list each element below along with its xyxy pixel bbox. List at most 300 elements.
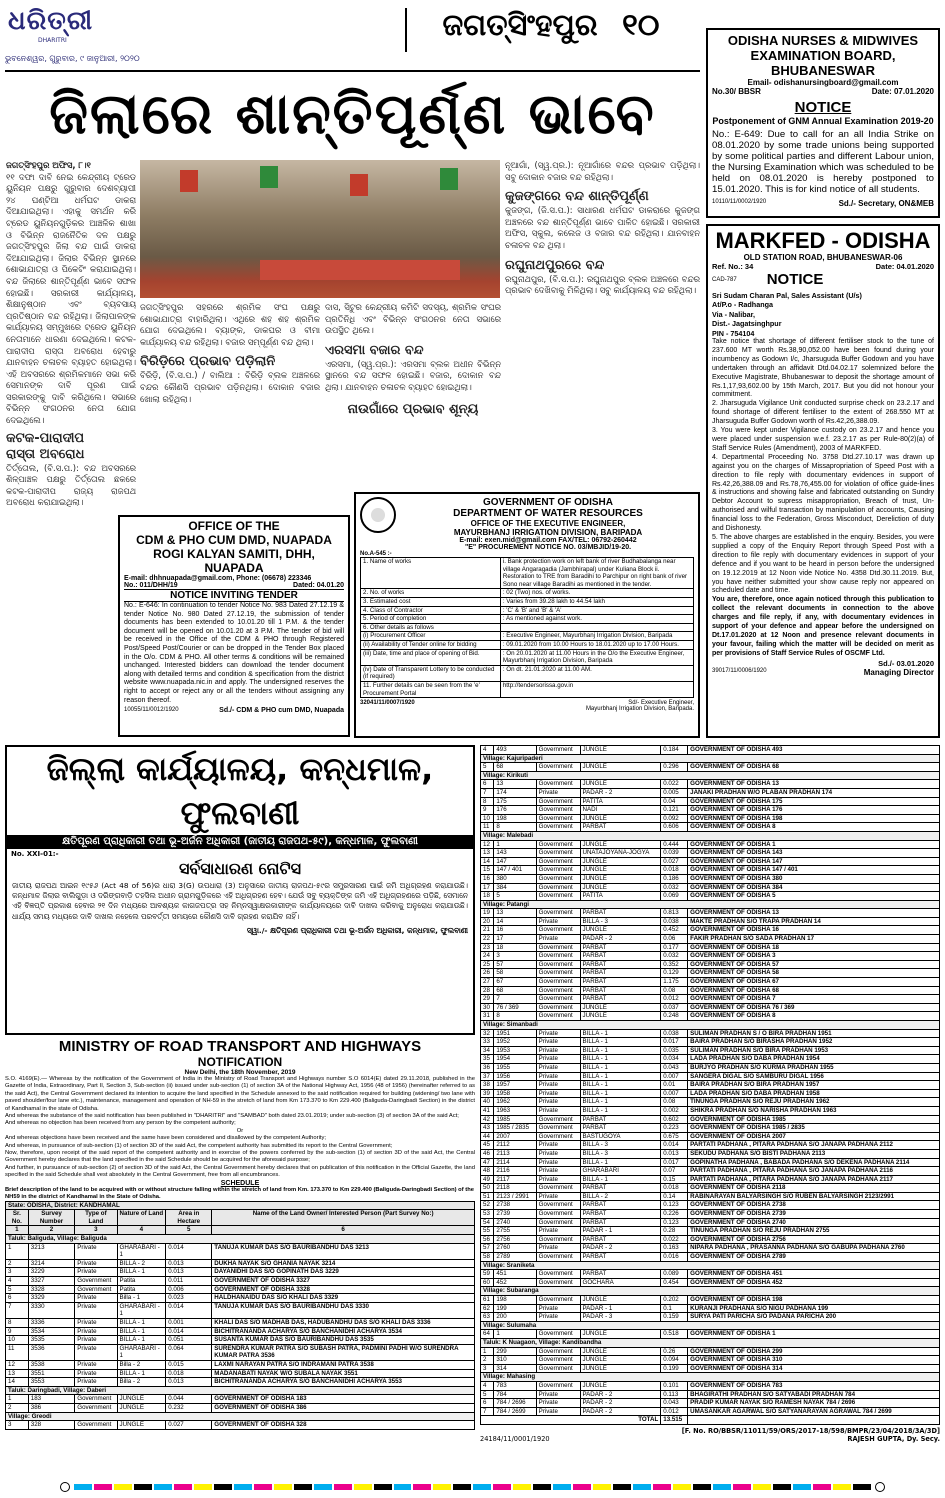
schedule-row bbox=[481, 1029, 940, 1038]
schedule-cell: BAIRA PRADHAN S/O BIRA PRADHAN 1957 bbox=[688, 1081, 940, 1090]
schedule-cell: GOVERNMENT OF ODISHA 493 bbox=[688, 746, 940, 755]
schedule-row bbox=[6, 1378, 475, 1387]
schedule-row bbox=[481, 780, 940, 789]
color-swatch bbox=[94, 1484, 112, 1490]
schedule-cell: UMASANKAR AGARWAL S/O SATYANARAYAN AGRAWAL 784 / 2699 bbox=[688, 1407, 940, 1416]
schedule-row bbox=[481, 969, 940, 978]
registration-mark-icon bbox=[875, 1482, 885, 1492]
water-ref: 32041/11/0007/1920 bbox=[360, 700, 415, 707]
schedule-cell: 0.232 bbox=[166, 1403, 212, 1412]
water-row-value: : Executive Engineer, Mayurbhanj Irrigation Division, Baripada bbox=[500, 632, 693, 641]
schedule-cell: 53 bbox=[481, 1210, 494, 1219]
schedule-cell: 0.444 bbox=[661, 840, 688, 849]
schedule-cell: 0.001 bbox=[166, 1319, 212, 1328]
water-row-value: : 'C' & 'B' and 'B' & 'A' bbox=[500, 606, 693, 615]
schedule-cell: GOVERNMENT OF ODISHA 2007 bbox=[688, 1132, 940, 1141]
morth-body bbox=[5, 1076, 475, 1180]
schedule-group-label: Village: Sulumaha bbox=[481, 1321, 940, 1330]
schedule-cell: 0.014 bbox=[166, 1327, 212, 1336]
schedule-row bbox=[481, 1141, 940, 1150]
color-swatch bbox=[214, 1484, 232, 1490]
schedule-cell: 13 bbox=[481, 849, 494, 858]
schedule-cell: 47 bbox=[481, 1158, 494, 1167]
schedule-cell: 0.013 bbox=[166, 1259, 212, 1268]
schedule-cell: 3551 bbox=[28, 1369, 74, 1378]
cdm-ref-row bbox=[124, 582, 344, 589]
color-swatch bbox=[733, 1484, 751, 1490]
schedule-cell: 0.007 bbox=[661, 1072, 688, 1081]
schedule-cell: GOVERNMENT OF ODISHA 18 bbox=[688, 943, 940, 952]
schedule-cell: BILLA - 3 bbox=[580, 1149, 661, 1158]
schedule-cell: 6 bbox=[481, 1399, 494, 1408]
schedule-cell: GOVERNMENT OF ODISHA 1 bbox=[688, 840, 940, 849]
color-swatch bbox=[773, 1484, 791, 1490]
schedule-cell: Government bbox=[536, 1235, 580, 1244]
markfed-title: MARKFED - ODISHA bbox=[715, 228, 931, 253]
schedule-cell: Private bbox=[75, 1369, 117, 1378]
schedule-group-label: Village: Subaranga bbox=[481, 1287, 940, 1296]
morth-date: New Delhi, the 18th November, 2019 bbox=[184, 1069, 296, 1076]
schedule-cell: JUNGLE bbox=[580, 1364, 661, 1373]
schedule-cell: SULIMAN PRADHAN S/O BIRA PRADHAN 1953 bbox=[688, 1046, 940, 1055]
schedule-cell: GOVERNMENT OF ODISHA 386 bbox=[212, 1403, 475, 1412]
schedule-cell: Government bbox=[536, 1184, 580, 1193]
schedule-cell: 1.175 bbox=[661, 978, 688, 987]
schedule-cell: 2 bbox=[6, 1403, 29, 1412]
schedule-cell: GOVERNMENT OF ODISHA 380 bbox=[688, 874, 940, 883]
schedule-row bbox=[481, 1012, 940, 1021]
schedule-cell: 384 bbox=[494, 883, 536, 892]
schedule-cell: 0.602 bbox=[661, 1115, 688, 1124]
schedule-cell: BILLA - 1 bbox=[580, 1175, 661, 1184]
schedule-cell: 176 bbox=[494, 806, 536, 815]
schedule-cell: PADAR - 2 bbox=[580, 1390, 661, 1399]
cdm-footer bbox=[124, 707, 344, 714]
schedule-cell: Government bbox=[536, 1124, 580, 1133]
schedule-cell: Private bbox=[75, 1294, 117, 1303]
water-row-value: : 02 (Two) nos. of works. bbox=[500, 589, 693, 598]
schedule-cell: Patita bbox=[117, 1285, 166, 1294]
schedule-cell: Government bbox=[536, 969, 580, 978]
schedule-cell: Private bbox=[536, 935, 580, 944]
schedule-cell: 784 / 2696 bbox=[494, 1399, 536, 1408]
color-swatch bbox=[154, 1484, 172, 1490]
bandh-rally-photo bbox=[140, 160, 500, 298]
nurses-title2: EXAMINATION BOARD, BHUBANESWAR bbox=[750, 48, 896, 78]
schedule-cell: 310 bbox=[494, 1356, 536, 1365]
schedule-cell: GOVERNMENT OF ODISHA 13 bbox=[688, 780, 940, 789]
nurses-title1: ODISHA NURSES & MIDWIVES bbox=[727, 33, 919, 48]
schedule-cell: BILLA - 1 bbox=[580, 1046, 661, 1055]
markfed-notice-row bbox=[712, 271, 934, 288]
schedule-cell: SANGERA DIGAL S/O SAMBURU DIGAL 1956 bbox=[688, 1072, 940, 1081]
red-flag-icon bbox=[350, 174, 368, 196]
water-row-value: : On dt. 21.01.2020 at 11.00 AM. bbox=[500, 665, 693, 681]
schedule-cell: GOVERNMENT OF ODISHA 183 bbox=[212, 1395, 475, 1404]
cdm-title1: OFFICE OF THE bbox=[188, 519, 280, 533]
schedule-cell: 198 bbox=[494, 1296, 536, 1305]
markfed-notice-title: NOTICE bbox=[766, 271, 824, 288]
schedule-cell: Private bbox=[536, 1029, 580, 1038]
schedule-cell: 62 bbox=[481, 1304, 494, 1313]
schedule-row bbox=[481, 892, 940, 901]
water-row-value bbox=[500, 623, 693, 632]
schedule-cell: PARBAT bbox=[580, 1235, 661, 1244]
schedule-cell: 2760 bbox=[494, 1244, 536, 1253]
schedule-cell: DUKHA NAYAK S/O GHANIA NAYAK 3214 bbox=[212, 1259, 475, 1268]
schedule-cell: 7 bbox=[481, 1407, 494, 1416]
markfed-sd: Sd./- 03.01.2020 bbox=[878, 658, 934, 668]
schedule-row bbox=[481, 1296, 940, 1305]
kujang-text: କୁଜଙ୍ଗ, (ଜି.ସ.ପ.): ସାଧାରଣ ଧର୍ମଘଟ ଡାକରାରେ କୁଜଙ୍ଗ ଅଞ୍ଚଳରେ ବନ୍ଦ ଶାନ୍ତିପୂର୍ଣ୍ଣ ଭାବେ ପାଳିତ ହୋଇଛି। ସରକାରୀ ଅଫିସ, ସ୍କୁଲ, କଲେଜ ଓ ବଜାର ବନ୍ଦ ରହିଥିଲା। ଯାନବାହନ ଚଳାଚଳ ବନ୍ଦ ଥିଲା। bbox=[505, 205, 700, 250]
schedule-cell: JUNGLE bbox=[117, 1421, 166, 1430]
schedule-cell: Private bbox=[536, 1192, 580, 1201]
schedule-cell: PRADIP KUMAR NAYAK S/O RAMESH NAYAK 784 / 2696 bbox=[688, 1399, 940, 1408]
schedule-cell: Government bbox=[536, 1356, 580, 1365]
lead-col1-text: ୧୧ ଦଫା ଦାବି ନେଇ କେନ୍ଦ୍ରୀୟ ଟ୍ରେଡ ୟୁନିୟନ ପକ୍ଷରୁ ଗୁରୁବାର ଦେଶବ୍ୟାପୀ ୨୪ ଘଣ୍ଟିଆ ଧର୍ମଘଟ ଡାକରା ଦିଆଯାଇଥିଲା। ଏହାକୁ ସମର୍ଥନ କରି ଟ୍ରେଡ ୟୁନିୟନଗୁଡ଼ିକର ଆଞ୍ଚଳିକ ଶାଖା ଓ ବିଭିନ୍ନ ରାଜନୈତିକ ଦଳ ପକ୍ଷରୁ ଜଗତ୍‌ସିଂହପୁର ଜିଲା ବନ୍ଦ ପାଇଁ ଡାକରା ଦିଆଯାଇଥିଲା। ଜିଲାର ବିଭିନ୍ନ ସ୍ଥାନରେ ଶୋଭାଯାତ୍ରା ଓ ପିକେଟିଂ କରାଯାଇଥିଲା। ବନ୍ଦ ଜିଲାରେ ଶାନ୍ତିପୂର୍ଣ୍ଣ ଭାବେ ସଫଳ ହୋଇଛି। ସରକାରୀ କାର୍ଯ୍ୟାଳୟ, ଶିକ୍ଷାନୁଷ୍ଠାନ ଏବଂ ବ୍ୟବସାୟ ପ୍ରତିଷ୍ଠାନ ବନ୍ଦ ରହିଥିଲା। ଜିଲାପାଳଙ୍କ କାର୍ଯ୍ୟାଳୟ ସମ୍ମୁଖରେ ଟ୍ରେଡ ୟୁନିୟନ ନେତାମାନେ ଧାରଣା ଦେଇଥିଲେ। କଟକ-ପାରାଦୀପ ରାସ୍ତା ଅବରୋଧ ହେବାରୁ ଯାନବାହନ ଚଳାଚଳ ବ୍ୟାହତ ହୋଇଥିଲା। ଏହି ଅବସରରେ ଶ୍ରମିକମାନେ ସଭା କରି ସେମାନଙ୍କ ଦାବି ପୂରଣ ପାଇଁ ସରକାରଙ୍କୁ ଦାବି କରିଥିଲେ। ସଭାରେ ବିଭିନ୍ନ ସଂଗଠନର ନେତା ଯୋଗ ଦେଇଥିଲେ। bbox=[6, 171, 136, 426]
cdm-no: No.: 011/DHH/19 bbox=[124, 582, 178, 589]
schedule-cell: UNATAJOYANA-JOGYA bbox=[580, 849, 661, 858]
markfed-body1: Take notice that shortage of different fertiliser stock to the tune of 237.600 MT worth Rs.38,90,052.00 have been found during your incumbency as Godown I/c, Jharsuguda Buffer Godown and you have undertaken through an affidavit Dtd.04.02.17 solemnized before the Executive Magistrate, Bhubaneswar to deposit the shortage amount of Rs.1,17,93,602.00 by 15th March, 2017. But you did not honour your commitment. bbox=[712, 338, 934, 399]
schedule-cell: BILLA - 2 bbox=[580, 1192, 661, 1201]
schedule-group-row bbox=[6, 1386, 475, 1395]
schedule-cell: JUNGLE bbox=[580, 1356, 661, 1365]
schedule-cell: GOVERNMENT OF ODISHA 2740 bbox=[688, 1218, 940, 1227]
schedule-row bbox=[481, 788, 940, 797]
schedule-cell: 38 bbox=[481, 1081, 494, 1090]
schedule-cell: BILLA - 1 bbox=[580, 1029, 661, 1038]
color-swatch bbox=[194, 1484, 212, 1490]
schedule-cell: 35 bbox=[481, 1055, 494, 1064]
water-table-row bbox=[361, 597, 694, 606]
schedule-cell: Private bbox=[75, 1327, 117, 1336]
schedule-cell: 0.15 bbox=[661, 1175, 688, 1184]
schedule-cell: Private bbox=[536, 1158, 580, 1167]
water-row-key: 4. Class of Contractor bbox=[361, 606, 501, 615]
schedule-cell: 1956 bbox=[494, 1072, 536, 1081]
schedule-group-label: Village: Simanbadi bbox=[481, 1021, 940, 1030]
schedule-cell: 0.113 bbox=[661, 1390, 688, 1399]
schedule-cell: 3213 bbox=[28, 1243, 74, 1259]
schedule-cell: GOVERNMENT OF ODISHA 67 bbox=[688, 978, 940, 987]
schedule-cell: 0.1 bbox=[661, 1304, 688, 1313]
kandhamal-sub: କ୍ଷତିପୂରଣ ପ୍ରାଧିକାରୀ ତଥା ଭୂ-ଅର୍ଜନ ଅଧିକାରୀ (ଜାତୀୟ ରାଜପଥ-୫୯), କନ୍ଧମାଳ, ଫୁଲବାଣୀ bbox=[7, 835, 473, 849]
schedule-cell: Private bbox=[536, 1313, 580, 1322]
schedule-cell: 23 bbox=[481, 943, 494, 952]
schedule-cell: 0.813 bbox=[661, 909, 688, 918]
schedule-cell: 3327 bbox=[28, 1277, 74, 1286]
schedule-cell: 50 bbox=[481, 1184, 494, 1193]
schedule-cell: GHARABARI bbox=[580, 1167, 661, 1176]
schedule-cell: 9 bbox=[481, 806, 494, 815]
schedule-cell: 3535 bbox=[28, 1336, 74, 1345]
schedule-cell: KURANJI PRADHANA S/O NIGU PADHANA 199 bbox=[688, 1304, 940, 1313]
schedule-cell: Private bbox=[536, 1141, 580, 1150]
schedule-row bbox=[6, 1403, 475, 1412]
schedule-cell: Private bbox=[536, 1098, 580, 1107]
schedule-cell: 0.186 bbox=[661, 874, 688, 883]
water-sign: Sd/- Executive Engineer, bbox=[628, 700, 694, 707]
schedule-cell: 0.027 bbox=[166, 1421, 212, 1430]
schedule-cell: GOVERNMENT OF ODISHA 176 bbox=[688, 806, 940, 815]
schedule-cell: 17 bbox=[481, 883, 494, 892]
schedule-group-row bbox=[481, 1261, 940, 1270]
schedule-cell: 5 bbox=[494, 892, 536, 901]
schedule-group-label: Taluk: K Nuagaon, Village: Kandibandha bbox=[481, 1338, 940, 1347]
schedule-cell: 3 bbox=[494, 952, 536, 961]
schedule-row bbox=[481, 763, 940, 772]
schedule-row bbox=[481, 1192, 940, 1201]
markfed-pin: PIN - 754104 bbox=[712, 328, 755, 338]
schedule-cell: 51 bbox=[481, 1192, 494, 1201]
schedule-cell: BILLA - 1 bbox=[580, 1106, 661, 1115]
water-row-key: 3. Estimated cost bbox=[361, 597, 501, 606]
schedule-cell: Government bbox=[536, 806, 580, 815]
schedule-group-row bbox=[6, 1235, 475, 1244]
schedule-cell: 2 bbox=[481, 1356, 494, 1365]
schedule-cell: 299 bbox=[494, 1347, 536, 1356]
dharitri-logo bbox=[8, 6, 103, 54]
schedule-cell: Private bbox=[536, 1072, 580, 1081]
schedule-row bbox=[6, 1327, 475, 1336]
schedule-group-row bbox=[481, 1321, 940, 1330]
schedule-cell: GOVERNMENT OF ODISHA 452 bbox=[688, 1278, 940, 1287]
nurses-board-ad bbox=[706, 28, 940, 218]
schedule-cell: 18 bbox=[494, 943, 536, 952]
schedule-row bbox=[481, 1055, 940, 1064]
schedule-cell: 40 bbox=[481, 1098, 494, 1107]
schedule-cell: 46 bbox=[481, 1149, 494, 1158]
schedule-cell: DAYANIDHI DAS S/O GOPINATH DAS 3229 bbox=[212, 1268, 475, 1277]
schedule-cell: BICHITRANANDA ACHARYA S/O BANCHANIDHI ACHARYA 3534 bbox=[212, 1327, 475, 1336]
schedule-cell: 0.038 bbox=[661, 1029, 688, 1038]
schedule-cell: 2118 bbox=[494, 1184, 536, 1193]
schedule-cell: 0.014 bbox=[661, 1141, 688, 1150]
water-row-key: 1. Name of works bbox=[361, 558, 501, 589]
schedule-cell: 0.069 bbox=[661, 892, 688, 901]
schedule-cell: JUNGLE bbox=[117, 1403, 166, 1412]
color-swatch bbox=[693, 1484, 711, 1490]
schedule-cell: Government bbox=[536, 1296, 580, 1305]
schedule-group-row bbox=[481, 1287, 940, 1296]
logo-sub: DHARITRI bbox=[38, 37, 67, 44]
schedule-cell: BILLA - 3 bbox=[580, 1141, 661, 1150]
schedule-cell: PARTATI PADHANA , PITARA PADHANA S/O JANAPA PADHANA 2117 bbox=[688, 1175, 940, 1184]
schedule-cell: 76 / 369 bbox=[494, 1003, 536, 1012]
schedule-cell: TINUNGA PRADHAN S/O REJU PRADHAN 1962 bbox=[688, 1098, 940, 1107]
color-swatch bbox=[254, 1484, 272, 1490]
schedule-row bbox=[6, 1277, 475, 1286]
markfed-ad bbox=[706, 224, 940, 738]
schedule-cell: Government bbox=[536, 1364, 580, 1373]
schedule-cell: Government bbox=[536, 926, 580, 935]
schedule-cell: HALDHANAIDU DAS S/O KHALI DAS 3329 bbox=[212, 1294, 475, 1303]
lead-col3-text: ଦାସ, ସିଟୁର କେନ୍ଦ୍ରୀୟ କମିଟି ସଦସ୍ୟ, ଶ୍ରମିକ ସଂଘର ପ୍ରତିନିଧି ଏବଂ ବିଭିନ୍ନ ସଂଗଠନର ନେତା ସଭାରେ ଉପସ୍ଥିତ ଥିଲେ। bbox=[325, 302, 501, 336]
schedule-cell: 451 bbox=[494, 1270, 536, 1279]
schedule-cell: 0.012 bbox=[661, 1407, 688, 1416]
schedule-cell: PARTATI PADHANA , PITARA PADHANA S/O JANAPA PADHANA 2112 bbox=[688, 1141, 940, 1150]
schedule-row bbox=[481, 1407, 940, 1416]
schedule-row bbox=[481, 1304, 940, 1313]
schedule-cell: 1963 bbox=[494, 1106, 536, 1115]
schedule-table-left bbox=[5, 1201, 475, 1430]
schedule-cell: Government bbox=[536, 986, 580, 995]
schedule-cell: 8 bbox=[494, 823, 536, 832]
schedule-cell: PARBAT bbox=[580, 1218, 661, 1227]
schedule-cell: 0.129 bbox=[661, 969, 688, 978]
schedule-cell: BILLA - 1 bbox=[580, 1089, 661, 1098]
schedule-cell: 0.051 bbox=[166, 1336, 212, 1345]
schedule-cell: 8 bbox=[494, 1012, 536, 1021]
schedule-cell: 2756 bbox=[494, 1235, 536, 1244]
schedule-cell: 3229 bbox=[28, 1268, 74, 1277]
schedule-cell: GOVERNMENT OF ODISHA 2739 bbox=[688, 1210, 940, 1219]
schedule-cell: 60 bbox=[481, 1278, 494, 1287]
schedule-cell: Private bbox=[75, 1259, 117, 1268]
schedule-cell: 0.163 bbox=[661, 1244, 688, 1253]
schedule-cell: 2 bbox=[6, 1259, 29, 1268]
total-label: TOTAL bbox=[481, 1416, 661, 1425]
schedule-cell: PADAR - 2 bbox=[580, 788, 661, 797]
schedule-cell: JUNGLE bbox=[580, 763, 661, 772]
schedule-row bbox=[481, 1003, 940, 1012]
schedule-row bbox=[481, 866, 940, 875]
schedule-cell: 1953 bbox=[494, 1046, 536, 1055]
schedule-cell: Private bbox=[536, 1081, 580, 1090]
schedule-cell: Private bbox=[536, 1175, 580, 1184]
schedule-cell: TANUJA KUMAR DAS S/O BAURIBANDHU DAS 3330 bbox=[212, 1302, 475, 1318]
schedule-cell: 493 bbox=[494, 746, 536, 755]
schedule-cell: 3 bbox=[481, 1364, 494, 1373]
schedule-cell: 0.012 bbox=[661, 995, 688, 1004]
schedule-row bbox=[481, 1399, 940, 1408]
schedule-cell: 3329 bbox=[28, 1294, 74, 1303]
schedule-cell: 21 bbox=[481, 926, 494, 935]
schedule-cell: 143 bbox=[494, 849, 536, 858]
schedule-cell: Government bbox=[536, 1381, 580, 1390]
schedule-cell: 0.044 bbox=[166, 1395, 212, 1404]
schedule-cell: BURJYO PRADHAN S/O KURMA PRADHAN 1955 bbox=[688, 1063, 940, 1072]
schedule-row bbox=[6, 1319, 475, 1328]
schedule-cell: GOVERNMENT OF ODISHA 783 bbox=[688, 1381, 940, 1390]
schedule-cell: PADAR - 1 bbox=[580, 1304, 661, 1313]
schedule-cell: GOVERNMENT OF ODISHA 1985 / 2835 bbox=[688, 1124, 940, 1133]
schedule-row bbox=[481, 1132, 940, 1141]
markfed-body2: 2. Jharsuguda Vigilance Unit conducted surprise check on 23.2.17 and found shortage of different fertiliser to the extent of 268.550 MT at Jharsuguda Buffer Godown worth of Rs.42,26,388.09. bbox=[712, 400, 934, 426]
schedule-group-label: Village: Malebadi bbox=[481, 831, 940, 840]
water-row-value: i. Bank protection work on left bank of river Budhabalanga near village Angaragadia (Jambhirapal) under Kuliana Block ii. Restoration to TRE from Baradihi to Parchipur on right bank of river Sono near village Baradihi as mentioned in the tender. bbox=[500, 558, 693, 589]
schedule-cell: GOVERNMENT OF ODISHA 147 bbox=[688, 857, 940, 866]
kandhamal-notice-title: ସର୍ବସାଧାରଣ ନୋଟିସ bbox=[178, 859, 302, 878]
schedule-cell: BILLA - 1 bbox=[117, 1268, 166, 1277]
cuttack-head: କଟକ-ପାରାଦୀପ bbox=[6, 430, 85, 446]
schedule-cell: PARBAT bbox=[580, 909, 661, 918]
schedule-cell: PADAR - 2 bbox=[580, 1399, 661, 1408]
schedule-cell: 0.013 bbox=[166, 1378, 212, 1387]
schedule-cell: Private bbox=[75, 1302, 117, 1318]
schedule-cell: 6 bbox=[481, 780, 494, 789]
water-header bbox=[360, 497, 694, 551]
schedule-cell: 2117 bbox=[494, 1175, 536, 1184]
schedule-row bbox=[481, 943, 940, 952]
color-swatch bbox=[613, 1484, 631, 1490]
schedule-cell: PARBAT bbox=[580, 952, 661, 961]
schedule-row bbox=[6, 1285, 475, 1294]
schedule-cell: JUNGLE bbox=[580, 746, 661, 755]
schedule-cell: GOVERNMENT OF ODISHA 76 / 369 bbox=[688, 1003, 940, 1012]
schedule-cell: Government bbox=[536, 1218, 580, 1227]
schedule-cell: 0.092 bbox=[661, 814, 688, 823]
schedule-cell: 8 bbox=[6, 1319, 29, 1328]
water-office: OFFICE OF THE EXECUTIVE ENGINEER, bbox=[470, 519, 626, 528]
schedule-cell: 0.035 bbox=[661, 1046, 688, 1055]
schedule-cell: 44 bbox=[481, 1132, 494, 1141]
schedule-cell: Government bbox=[75, 1277, 117, 1286]
schedule-row bbox=[481, 1270, 940, 1279]
schedule-cell: JUNGLE bbox=[580, 1003, 661, 1012]
color-swatch bbox=[633, 1484, 651, 1490]
schedule-row bbox=[481, 1046, 940, 1055]
schedule-cell: GOVERNMENT OF ODISHA 1 bbox=[688, 1330, 940, 1339]
schedule-table-right bbox=[480, 745, 940, 1425]
schedule-row bbox=[481, 1081, 940, 1090]
schedule-row bbox=[6, 1259, 475, 1268]
schedule-row bbox=[6, 1344, 475, 1360]
schedule-cell: 0.101 bbox=[661, 1381, 688, 1390]
schedule-cell: 61 bbox=[481, 1296, 494, 1305]
schedule-cell: BAIRA PRADHAN S/O BIRASHA PRADHAN 1952 bbox=[688, 1038, 940, 1047]
schedule-cell: 0.064 bbox=[166, 1344, 212, 1360]
schedule-cell: 783 bbox=[494, 1381, 536, 1390]
color-swatch bbox=[493, 1484, 511, 1490]
schedule-cell: 0.037 bbox=[661, 1003, 688, 1012]
schedule-cell: BHAGIRATHI PRADHAN S/O SATYABADI PRADHAN 784 bbox=[688, 1390, 940, 1399]
schedule-row bbox=[481, 909, 940, 918]
schedule-row bbox=[481, 1278, 940, 1287]
schedule-cell: 0.177 bbox=[661, 943, 688, 952]
odisha-emblem-icon bbox=[360, 497, 396, 533]
lead-col2 bbox=[140, 302, 320, 512]
schedule-cell: 37 bbox=[481, 1072, 494, 1081]
schedule-cell: 56 bbox=[481, 1235, 494, 1244]
schedule-cell: 1985 bbox=[494, 1115, 536, 1124]
schedule-state: State: ODISHA, District: KANDHAMAL bbox=[6, 1201, 475, 1210]
schedule-cell: 2789 bbox=[494, 1253, 536, 1262]
schedule-cell: 0.018 bbox=[166, 1369, 212, 1378]
water-table-row bbox=[361, 665, 694, 681]
schedule-cell: 1 bbox=[494, 1330, 536, 1339]
schedule-cell: MAKTE PRADHAN S/O TRAPA PRADHAN 14 bbox=[688, 917, 940, 926]
schedule-cell: Government bbox=[536, 849, 580, 858]
schedule-cell: Government bbox=[536, 823, 580, 832]
schedule-row bbox=[481, 1364, 940, 1373]
schedule-cell: 14 bbox=[494, 917, 536, 926]
markfed-addr: OLD STATION ROAD, BHUBANESWAR-06 bbox=[743, 253, 903, 262]
schedule-cell: GHARABARI - 1 bbox=[117, 1302, 166, 1318]
schedule-cell: 1962 bbox=[494, 1098, 536, 1107]
schedule-cell: Government bbox=[536, 952, 580, 961]
schedule-cell: 57 bbox=[494, 960, 536, 969]
schedule-cell: GOVERNMENT OF ODISHA 175 bbox=[688, 797, 940, 806]
schedule-cell: 0.043 bbox=[661, 1063, 688, 1072]
road-head: ରାସ୍ତା ଅବରୋଧ bbox=[6, 446, 85, 462]
schedule-group-row bbox=[6, 1412, 475, 1421]
schedule-cell: GOVERNMENT OF ODISHA 314 bbox=[688, 1364, 940, 1373]
schedule-cell: BILLA - 1 bbox=[580, 1158, 661, 1167]
morth-notification bbox=[5, 1038, 475, 1470]
color-swatch bbox=[274, 1484, 292, 1490]
schedule-cell: 5 bbox=[481, 763, 494, 772]
